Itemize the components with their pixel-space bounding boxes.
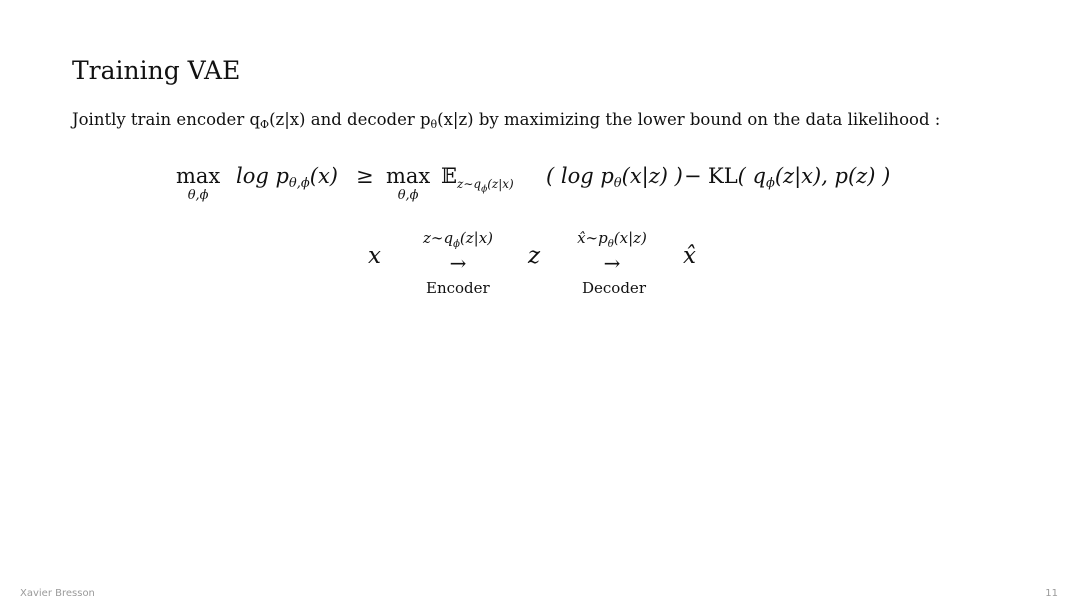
expectation-sub: z∼q <box>457 177 482 191</box>
kl-args: (z|x), p(z) ) <box>774 164 891 188</box>
intro-text-middle: and decoder p <box>305 110 431 129</box>
pipeline-latent-z: z <box>528 243 541 269</box>
recon-text: ( log p <box>546 164 614 188</box>
slide-title: Training VAE <box>72 56 241 85</box>
recon-arg: (x|z) ) <box>621 164 683 188</box>
right-arrow-icon: → <box>603 251 621 275</box>
expectation-sub3: (z|x) <box>487 177 514 191</box>
intro-text-before: Jointly train encoder q <box>72 110 261 129</box>
log-term: log p <box>236 164 289 188</box>
right-arrow-icon: → <box>449 251 467 275</box>
encoder-caption: Encoder <box>426 279 490 297</box>
geq-symbol: ≥ <box>356 164 374 188</box>
intro-enc-args: (z|x) <box>269 110 306 129</box>
encoder-label-args: (z|x) <box>459 229 494 247</box>
encoder-arrow <box>404 229 512 275</box>
max-right-text: max <box>386 164 431 188</box>
log-likelihood <box>236 164 338 191</box>
decoder-label-text: x̂∼p <box>577 229 608 247</box>
reconstruction-term <box>546 164 683 191</box>
intro-sentence <box>72 110 940 131</box>
encoder-label-sub: ϕ <box>453 239 460 250</box>
decoder-arrow <box>556 229 668 275</box>
decoder-label-args: (x|z) <box>613 229 647 247</box>
max-left <box>176 164 220 203</box>
intro-dec-args: (x|z) <box>437 110 474 129</box>
expectation-symbol: 𝔼 <box>441 164 458 188</box>
max-left-text: max <box>176 164 221 188</box>
intro-dec-sub: θ <box>430 118 438 131</box>
footer-author: Xavier Bresson <box>20 588 95 599</box>
intro-enc-sub: Φ <box>260 118 270 131</box>
kl-open: ( q <box>737 164 766 188</box>
log-arg: (x) <box>309 164 338 188</box>
expectation-term <box>441 164 514 194</box>
kl-text: KL <box>708 164 738 188</box>
max-right <box>386 164 430 203</box>
max-right-under: θ,ϕ <box>397 188 419 203</box>
footer-page-number: 11 <box>1045 588 1058 599</box>
decoder-label-sub: θ <box>607 239 614 250</box>
decoder-caption: Decoder <box>582 279 646 297</box>
recon-sub: θ <box>613 176 622 191</box>
log-sub: θ,ϕ <box>288 176 310 191</box>
pipeline-output-xhat: x̂ <box>683 243 696 269</box>
kl-sub: ϕ <box>765 176 775 191</box>
max-left-under: θ,ϕ <box>187 188 209 203</box>
expectation-sub2: ϕ <box>481 184 488 195</box>
kl-term <box>708 164 890 191</box>
encoder-label-text: z∼q <box>422 229 454 247</box>
intro-text-after: by maximizing the lower bound on the data likelihood : <box>473 110 941 129</box>
minus-symbol: − <box>684 164 702 188</box>
pipeline-input-x: x <box>368 243 381 269</box>
